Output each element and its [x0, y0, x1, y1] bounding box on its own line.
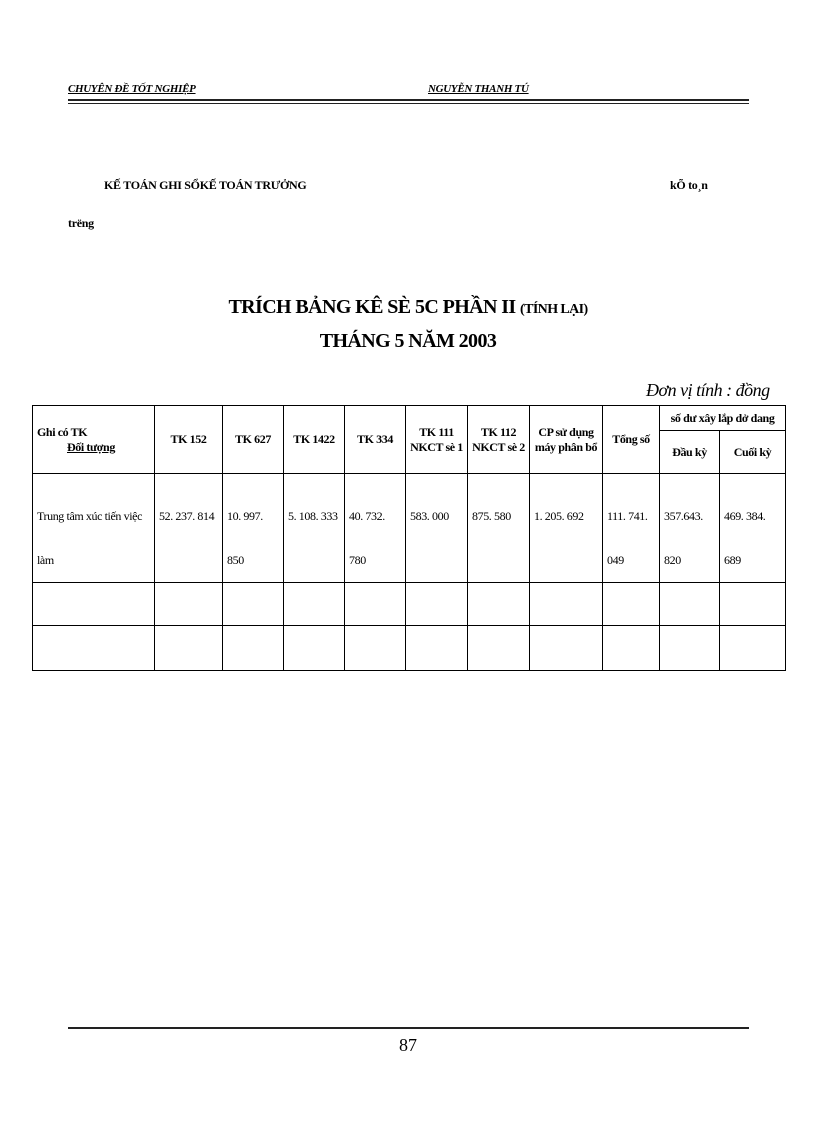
col-end-header: Cuối kỳ: [720, 431, 786, 474]
signature-right: kÕ to¸n: [670, 178, 708, 192]
cell-tk334: 40. 732. 780: [345, 474, 406, 583]
page-title: [0, 296, 816, 319]
cell-begin: 357.643. 820: [660, 474, 720, 583]
col-object-header: [33, 406, 155, 474]
footer-rule: [68, 1027, 749, 1029]
col-tk152-header: TK 152: [155, 406, 223, 474]
unit-label: Đơn vị tính : đồng: [646, 380, 770, 400]
col-begin-header: Đầu kỳ: [660, 431, 720, 474]
col-tk111-header: TK 111 NKCT sè 1: [406, 406, 468, 474]
col-object-label-1: Ghi có TK: [37, 424, 88, 439]
col-object-label-2: Đối tượng: [67, 439, 115, 454]
table-row-empty: [33, 626, 786, 671]
title-main: TRÍCH BẢNG KÊ SÈ 5C PHẦN II: [228, 296, 516, 318]
cell-object: Trung tâm xúc tiến việc làm: [33, 474, 155, 583]
col-tk334-header: TK 334: [345, 406, 406, 474]
title-note: (TÍNH LẠI): [520, 302, 588, 317]
col-total-header: Tổng số: [603, 406, 660, 474]
page-subtitle: THÁNG 5 NĂM 2003: [319, 330, 497, 352]
signature-line-2: trëng: [68, 216, 94, 230]
cell-tk627: 10. 997. 850: [223, 474, 284, 583]
header-rule-thin: [68, 103, 749, 104]
col-tk627-header: TK 627: [223, 406, 284, 474]
report-table: [32, 405, 786, 671]
cell-tk1422: 5. 108. 333: [284, 474, 345, 583]
cell-tk152: 52. 237. 814: [155, 474, 223, 583]
page-number: 87: [399, 1035, 417, 1055]
col-tk112-header: TK 112 NKCT sè 2: [468, 406, 530, 474]
col-wip-header: số dư xây lắp dở dang: [660, 406, 786, 431]
header-right: NGUYỄN THANH TÚ: [428, 83, 529, 95]
table-row: [33, 474, 786, 583]
table-header-row-1: [33, 406, 786, 431]
cell-cp: 1. 205. 692: [530, 474, 603, 583]
header-left: CHUYÊN ĐỀ TỐT NGHIỆP: [68, 83, 196, 95]
col-tk1422-header: TK 1422: [284, 406, 345, 474]
table-row-empty: [33, 583, 786, 626]
header-rule-thick: [68, 99, 749, 101]
cell-tk111: 583. 000: [406, 474, 468, 583]
cell-end: 469. 384. 689: [720, 474, 786, 583]
col-cp-header: CP sử dụng máy phân bổ: [530, 406, 603, 474]
signature-line-1: KẾ TOÁN GHI SỔKẾ TOÁN TRƯỞNG: [104, 178, 307, 192]
cell-tk112: 875. 580: [468, 474, 530, 583]
cell-total: 111. 741. 049: [603, 474, 660, 583]
